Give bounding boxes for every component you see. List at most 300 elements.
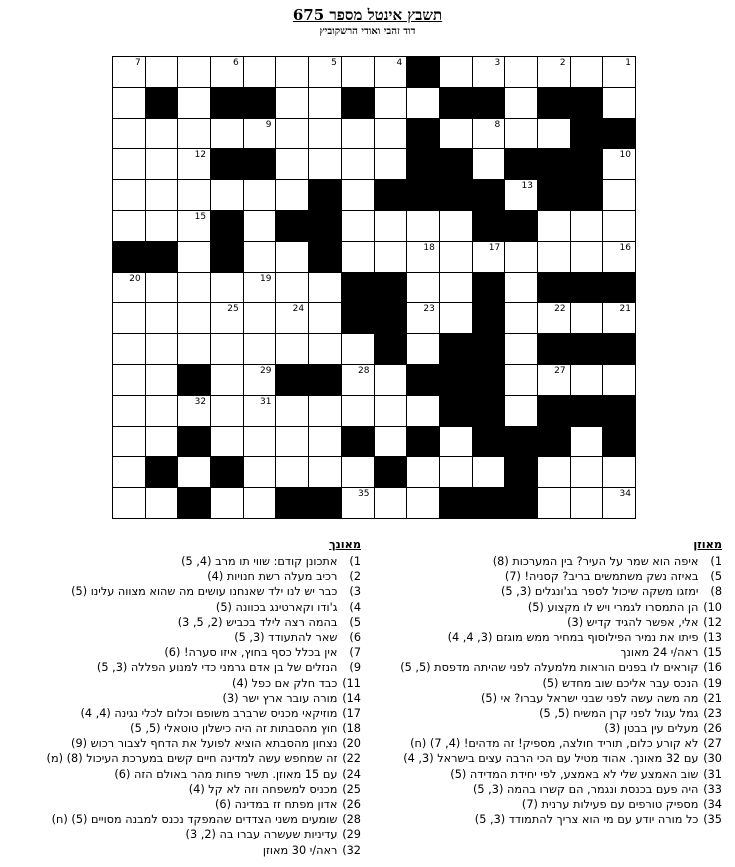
grid-cell[interactable] bbox=[374, 56, 408, 88]
grid-cell[interactable] bbox=[177, 241, 211, 273]
grid-cell[interactable] bbox=[243, 364, 277, 396]
clue-item bbox=[352, 736, 722, 751]
grid-cell[interactable] bbox=[341, 148, 375, 180]
cell-number: 23 bbox=[423, 304, 435, 315]
grid-cell[interactable] bbox=[439, 118, 473, 150]
black-square bbox=[341, 272, 375, 304]
grid-cell[interactable] bbox=[210, 118, 244, 150]
clue-text: כבר יש לנו ילד שאנחנו עושים מה שהוא מצווה עלינו (5) bbox=[71, 585, 338, 599]
clue-item bbox=[0, 645, 361, 660]
clue-number: 4) bbox=[349, 600, 361, 614]
across-clue-list bbox=[352, 554, 722, 827]
cell-number: 9 bbox=[265, 119, 272, 130]
grid-cell[interactable] bbox=[602, 179, 636, 211]
black-square bbox=[406, 148, 440, 180]
grid-cell[interactable] bbox=[602, 148, 636, 180]
black-square bbox=[537, 395, 571, 427]
black-square bbox=[472, 179, 506, 211]
clue-number: 27) bbox=[703, 737, 722, 751]
grid-cell[interactable] bbox=[308, 272, 342, 304]
clue-item bbox=[0, 554, 361, 569]
cell-number: 22 bbox=[554, 304, 566, 315]
grid-cell[interactable] bbox=[210, 56, 244, 88]
grid-cell[interactable] bbox=[210, 395, 244, 427]
grid-cell[interactable] bbox=[210, 272, 244, 304]
clue-text: הן התמסרו לגמרי ויש לו מקצוע (5) bbox=[527, 600, 699, 614]
grid-cell[interactable] bbox=[439, 302, 473, 334]
black-square bbox=[406, 56, 440, 88]
clue-item bbox=[352, 812, 722, 827]
grid-cell[interactable] bbox=[243, 179, 277, 211]
black-square bbox=[472, 364, 506, 396]
black-square bbox=[406, 118, 440, 150]
grid-cell[interactable] bbox=[112, 56, 146, 88]
clue-text: שאר להתעודד (3, 5) bbox=[234, 630, 338, 644]
grid-cell[interactable] bbox=[145, 426, 179, 458]
grid-cell[interactable] bbox=[308, 426, 342, 458]
black-square bbox=[406, 426, 440, 458]
black-square bbox=[570, 179, 604, 211]
grid-cell[interactable] bbox=[275, 118, 309, 150]
black-square bbox=[602, 272, 636, 304]
clue-text: לא קורע כלום, תוריד חולצה, מספיק! זה מדהים! (4, 7) (ח) bbox=[410, 737, 699, 751]
grid-cell[interactable] bbox=[145, 148, 179, 180]
cell-number: 20 bbox=[129, 273, 141, 284]
grid-cell[interactable] bbox=[145, 210, 179, 242]
grid-cell[interactable] bbox=[177, 179, 211, 211]
grid-cell[interactable] bbox=[374, 210, 408, 242]
grid-cell[interactable] bbox=[308, 148, 342, 180]
black-square bbox=[374, 333, 408, 365]
clue-number: 32) bbox=[342, 843, 361, 857]
grid-cell[interactable] bbox=[374, 426, 408, 458]
black-square bbox=[308, 487, 342, 519]
grid-cell[interactable] bbox=[112, 118, 146, 150]
grid-cell[interactable] bbox=[177, 333, 211, 365]
grid-cell[interactable] bbox=[570, 487, 604, 519]
grid-cell[interactable] bbox=[112, 179, 146, 211]
black-square bbox=[537, 426, 571, 458]
grid-cell[interactable] bbox=[243, 56, 277, 88]
black-square bbox=[275, 210, 309, 242]
cell-number: 34 bbox=[619, 489, 631, 500]
grid-cell[interactable] bbox=[243, 241, 277, 273]
grid-cell[interactable] bbox=[504, 241, 538, 273]
grid-cell[interactable] bbox=[406, 272, 440, 304]
clue-item bbox=[0, 812, 361, 827]
clue-number: 6) bbox=[349, 630, 361, 644]
black-square bbox=[472, 426, 506, 458]
clue-number: 26) bbox=[342, 798, 361, 811]
grid-cell[interactable] bbox=[439, 56, 473, 88]
grid-cell[interactable] bbox=[145, 395, 179, 427]
grid-cell[interactable] bbox=[602, 487, 636, 519]
black-square bbox=[439, 395, 473, 427]
black-square bbox=[439, 179, 473, 211]
grid-cell[interactable] bbox=[406, 87, 440, 119]
black-square bbox=[341, 302, 375, 334]
clue-item bbox=[0, 736, 361, 751]
clue-item bbox=[0, 615, 361, 630]
grid-cell[interactable] bbox=[112, 333, 146, 365]
grid-cell[interactable] bbox=[145, 487, 179, 519]
black-square bbox=[570, 118, 604, 150]
grid-cell[interactable] bbox=[570, 426, 604, 458]
grid-cell[interactable] bbox=[341, 333, 375, 365]
clue-item bbox=[0, 630, 361, 645]
grid-cell[interactable] bbox=[341, 241, 375, 273]
grid-cell[interactable] bbox=[243, 210, 277, 242]
black-square bbox=[472, 487, 506, 519]
clue-text: אין בכלל כסף בחוץ, איזו סערה! (6) bbox=[164, 646, 338, 660]
cell-number: 28 bbox=[358, 366, 370, 376]
grid-cell[interactable] bbox=[112, 87, 146, 119]
clue-text: עם 15 מאוזן. תשיר פחות מהר באולם הזה (6) bbox=[114, 767, 338, 781]
grid-cell[interactable] bbox=[341, 210, 375, 242]
clue-text: שומעים משני הצדדים שהמפקד נכנס למבנה מסויים (5) (ח) bbox=[51, 813, 338, 827]
grid-cell[interactable] bbox=[602, 87, 636, 119]
clue-number: 22) bbox=[342, 752, 361, 766]
black-square bbox=[308, 364, 342, 396]
clue-text: זה שמחפש עשה למדינה חיים קשים במערכת העיכול (8) (מ) bbox=[46, 752, 338, 766]
grid-cell[interactable] bbox=[570, 210, 604, 242]
clue-item bbox=[352, 660, 722, 675]
grid-cell[interactable] bbox=[275, 179, 309, 211]
grid-cell[interactable] bbox=[341, 118, 375, 150]
clue-number: 21) bbox=[703, 691, 722, 705]
grid-cell[interactable] bbox=[570, 241, 604, 273]
grid-cell[interactable] bbox=[504, 272, 538, 304]
grid-cell[interactable] bbox=[145, 56, 179, 88]
clue-item bbox=[0, 843, 361, 858]
cell-number: 27 bbox=[554, 366, 566, 376]
grid-cell[interactable] bbox=[210, 426, 244, 458]
crossword-grid bbox=[112, 56, 635, 518]
grid-cell[interactable] bbox=[341, 364, 375, 396]
clue-item bbox=[0, 767, 361, 782]
grid-cell[interactable] bbox=[243, 302, 277, 334]
grid-cell[interactable] bbox=[406, 241, 440, 273]
grid-cell[interactable] bbox=[472, 56, 506, 88]
clue-number: 28) bbox=[342, 813, 361, 827]
black-square bbox=[177, 487, 211, 519]
grid-cell[interactable] bbox=[472, 118, 506, 150]
clue-number: 24) bbox=[342, 767, 361, 781]
grid-cell[interactable] bbox=[243, 487, 277, 519]
clue-number: 26) bbox=[703, 722, 722, 736]
clue-text: ראה/י 30 מאוזן bbox=[262, 843, 338, 857]
grid-cell[interactable] bbox=[177, 302, 211, 334]
grid-cell[interactable] bbox=[472, 241, 506, 273]
clue-text: אלי, אפשר להגיד קדיש (3) bbox=[567, 615, 699, 629]
grid-cell[interactable] bbox=[406, 210, 440, 242]
clue-number: 8) bbox=[710, 585, 722, 599]
clue-item bbox=[352, 600, 722, 615]
black-square bbox=[570, 333, 604, 365]
black-square bbox=[439, 148, 473, 180]
grid-cell[interactable] bbox=[275, 456, 309, 488]
grid-cell[interactable] bbox=[341, 487, 375, 519]
grid-cell[interactable] bbox=[145, 179, 179, 211]
clue-item bbox=[0, 782, 361, 797]
grid-cell[interactable] bbox=[374, 148, 408, 180]
grid-cell[interactable] bbox=[275, 148, 309, 180]
clue-text: הנכס עבר אליכם שוב מחדש (5) bbox=[542, 676, 699, 690]
grid-cell[interactable] bbox=[504, 395, 538, 427]
clue-text: עם 32 מאונך. אהוד מטיל עם הכי הרבה עצים בישראל (3, 4) bbox=[403, 752, 699, 766]
grid-cell[interactable] bbox=[243, 456, 277, 488]
puzzle-title: תשבץ אינטל מספר 675 bbox=[292, 6, 443, 24]
cell-number: 24 bbox=[292, 304, 305, 315]
grid-cell[interactable] bbox=[504, 302, 538, 334]
grid-cell[interactable] bbox=[308, 302, 342, 334]
grid-cell[interactable] bbox=[177, 87, 211, 119]
black-square bbox=[145, 241, 179, 273]
grid-cell[interactable] bbox=[112, 148, 146, 180]
across-clues bbox=[352, 538, 722, 827]
grid-cell[interactable] bbox=[341, 179, 375, 211]
grid-cell[interactable] bbox=[374, 395, 408, 427]
grid-cell[interactable] bbox=[374, 241, 408, 273]
grid-cell[interactable] bbox=[439, 210, 473, 242]
grid-cell[interactable] bbox=[177, 395, 211, 427]
black-square bbox=[472, 333, 506, 365]
black-square bbox=[504, 426, 538, 458]
grid-cell[interactable] bbox=[308, 333, 342, 365]
grid-cell[interactable] bbox=[145, 118, 179, 150]
clue-number: 19) bbox=[703, 676, 722, 690]
grid-cell[interactable] bbox=[504, 333, 538, 365]
puzzle-authors: דוד זהבי ואודי הרשקוביץ bbox=[319, 26, 416, 37]
clue-text: איפה הוא שמר על העיר? בין המערכות (8) bbox=[492, 555, 699, 568]
grid-cell[interactable] bbox=[243, 333, 277, 365]
grid-cell[interactable] bbox=[537, 56, 571, 88]
grid-cell[interactable] bbox=[406, 456, 440, 488]
clue-text: ג'ודו וקארטינג בכוונה (5) bbox=[215, 600, 338, 614]
grid-cell[interactable] bbox=[243, 272, 277, 304]
grid-cell[interactable] bbox=[374, 118, 408, 150]
grid-cell[interactable] bbox=[537, 210, 571, 242]
grid-cell[interactable] bbox=[243, 395, 277, 427]
clue-item bbox=[0, 600, 361, 615]
grid-cell[interactable] bbox=[210, 179, 244, 211]
grid-cell[interactable] bbox=[406, 302, 440, 334]
clue-number: 1) bbox=[710, 555, 722, 568]
clue-item bbox=[352, 706, 722, 721]
grid-cell[interactable] bbox=[145, 364, 179, 396]
clue-text: אדון מפתח זז במדינה (6) bbox=[214, 798, 338, 811]
clue-item bbox=[352, 751, 722, 766]
grid-cell[interactable] bbox=[439, 272, 473, 304]
grid-cell[interactable] bbox=[439, 241, 473, 273]
black-square bbox=[210, 241, 244, 273]
grid-cell[interactable] bbox=[537, 302, 571, 334]
clue-item bbox=[0, 706, 361, 721]
black-square bbox=[472, 272, 506, 304]
clue-item bbox=[0, 676, 361, 691]
black-square bbox=[112, 241, 146, 273]
clue-item bbox=[352, 645, 722, 660]
clue-item bbox=[0, 584, 361, 599]
grid-cell[interactable] bbox=[537, 364, 571, 396]
grid-cell[interactable] bbox=[112, 210, 146, 242]
clue-text: היה פעם בכנסת ונגמר, הם קשרו בהמה (3, 5) bbox=[472, 782, 699, 796]
grid-cell[interactable] bbox=[177, 118, 211, 150]
grid-cell[interactable] bbox=[112, 364, 146, 396]
grid-cell[interactable] bbox=[210, 302, 244, 334]
grid-cell[interactable] bbox=[341, 395, 375, 427]
black-square bbox=[177, 426, 211, 458]
black-square bbox=[374, 302, 408, 334]
grid-cell[interactable] bbox=[275, 87, 309, 119]
grid-cell[interactable] bbox=[275, 302, 309, 334]
grid-cell[interactable] bbox=[602, 241, 636, 273]
cell-number: 3 bbox=[494, 58, 501, 68]
clue-number: 5) bbox=[710, 570, 722, 584]
clue-item bbox=[0, 660, 361, 675]
grid-cell[interactable] bbox=[210, 487, 244, 519]
grid-cell[interactable] bbox=[112, 302, 146, 334]
down-clues bbox=[0, 538, 361, 858]
clue-number: 11) bbox=[342, 676, 361, 690]
clue-text: מה משה עשה לפני שבני ישראל עברו? אי (5) bbox=[480, 691, 699, 705]
grid-cell[interactable] bbox=[374, 487, 408, 519]
grid-cell[interactable] bbox=[406, 487, 440, 519]
grid-cell[interactable] bbox=[112, 272, 146, 304]
grid-cell[interactable] bbox=[504, 56, 538, 88]
grid-cell[interactable] bbox=[504, 118, 538, 150]
clue-text: כל מורה יודע עם מי הוא צריך להתמודד (3, 5) bbox=[474, 813, 699, 827]
grid-cell[interactable] bbox=[570, 364, 604, 396]
grid-cell[interactable] bbox=[275, 426, 309, 458]
clue-number: 17) bbox=[342, 706, 361, 720]
grid-cell[interactable] bbox=[112, 487, 146, 519]
clue-item bbox=[352, 782, 722, 797]
grid-cell[interactable] bbox=[602, 364, 636, 396]
clue-text: כבד חלק אם כפל (4) bbox=[232, 676, 338, 690]
clue-item bbox=[352, 721, 722, 736]
grid-cell[interactable] bbox=[308, 118, 342, 150]
black-square bbox=[602, 118, 636, 150]
grid-cell[interactable] bbox=[308, 87, 342, 119]
grid-cell[interactable] bbox=[341, 456, 375, 488]
cell-number: 19 bbox=[259, 273, 272, 284]
grid-cell[interactable] bbox=[308, 395, 342, 427]
clue-item bbox=[352, 676, 722, 691]
grid-cell[interactable] bbox=[602, 456, 636, 488]
clue-item bbox=[352, 630, 722, 645]
grid-cell[interactable] bbox=[570, 456, 604, 488]
grid-cell[interactable] bbox=[112, 426, 146, 458]
clue-number: 31) bbox=[703, 767, 722, 781]
clue-number: 10) bbox=[703, 600, 722, 614]
clue-text: באיזה נשק משתמשים בריב? קסניה! (7) bbox=[504, 570, 699, 584]
cell-number: 35 bbox=[358, 489, 370, 500]
black-square bbox=[504, 210, 538, 242]
grid-cell[interactable] bbox=[374, 364, 408, 396]
black-square bbox=[537, 87, 571, 119]
grid-cell[interactable] bbox=[472, 148, 506, 180]
grid-cell[interactable] bbox=[177, 210, 211, 242]
grid-cell[interactable] bbox=[210, 333, 244, 365]
grid-cell[interactable] bbox=[145, 272, 179, 304]
grid-cell[interactable] bbox=[177, 272, 211, 304]
grid-cell[interactable] bbox=[602, 210, 636, 242]
grid-cell[interactable] bbox=[243, 118, 277, 150]
clue-item bbox=[0, 721, 361, 736]
clue-item bbox=[0, 691, 361, 706]
grid-cell[interactable] bbox=[570, 56, 604, 88]
cell-number: 12 bbox=[194, 150, 207, 161]
grid-cell[interactable] bbox=[112, 456, 146, 488]
grid-cell[interactable] bbox=[504, 179, 538, 211]
grid-cell[interactable] bbox=[537, 118, 571, 150]
clue-item bbox=[0, 797, 361, 812]
black-square bbox=[275, 364, 309, 396]
grid-cell[interactable] bbox=[504, 87, 538, 119]
grid-cell[interactable] bbox=[504, 364, 538, 396]
down-heading: מאונך bbox=[329, 538, 361, 551]
grid-cell[interactable] bbox=[439, 426, 473, 458]
black-square bbox=[602, 395, 636, 427]
grid-cell[interactable] bbox=[243, 426, 277, 458]
grid-cell[interactable] bbox=[275, 333, 309, 365]
grid-cell[interactable] bbox=[341, 56, 375, 88]
black-square bbox=[537, 333, 571, 365]
grid-cell[interactable] bbox=[537, 241, 571, 273]
grid-cell[interactable] bbox=[472, 456, 506, 488]
black-square bbox=[406, 179, 440, 211]
grid-cell[interactable] bbox=[177, 148, 211, 180]
grid-cell[interactable] bbox=[145, 333, 179, 365]
cell-number: 18 bbox=[423, 242, 435, 253]
grid-cell[interactable] bbox=[439, 456, 473, 488]
black-square bbox=[537, 179, 571, 211]
clue-number: 15) bbox=[703, 646, 722, 660]
cell-number: 15 bbox=[194, 212, 207, 222]
grid-cell[interactable] bbox=[537, 487, 571, 519]
grid-cell[interactable] bbox=[177, 456, 211, 488]
grid-cell[interactable] bbox=[308, 56, 342, 88]
grid-cell[interactable] bbox=[275, 241, 309, 273]
grid-cell[interactable] bbox=[602, 302, 636, 334]
black-square bbox=[210, 87, 244, 119]
grid-cell[interactable] bbox=[537, 456, 571, 488]
clue-number: 29) bbox=[342, 828, 361, 842]
grid-cell[interactable] bbox=[275, 272, 309, 304]
black-square bbox=[308, 241, 342, 273]
black-square bbox=[439, 333, 473, 365]
grid-cell[interactable] bbox=[570, 302, 604, 334]
cell-number: 31 bbox=[259, 396, 272, 407]
black-square bbox=[570, 148, 604, 180]
grid-cell[interactable] bbox=[275, 395, 309, 427]
black-square bbox=[602, 426, 636, 458]
grid-cell[interactable] bbox=[308, 456, 342, 488]
grid-cell[interactable] bbox=[275, 56, 309, 88]
grid-cell[interactable] bbox=[210, 364, 244, 396]
clue-text: גמל עגול לפני קרן המשיח (5, 5) bbox=[539, 706, 699, 720]
black-square bbox=[570, 395, 604, 427]
grid-cell[interactable] bbox=[602, 56, 636, 88]
clue-item bbox=[0, 569, 361, 584]
grid-cell[interactable] bbox=[145, 302, 179, 334]
grid-cell[interactable] bbox=[177, 56, 211, 88]
grid-cell[interactable] bbox=[374, 87, 408, 119]
grid-cell[interactable] bbox=[406, 333, 440, 365]
grid-cell[interactable] bbox=[112, 395, 146, 427]
grid-cell[interactable] bbox=[406, 395, 440, 427]
